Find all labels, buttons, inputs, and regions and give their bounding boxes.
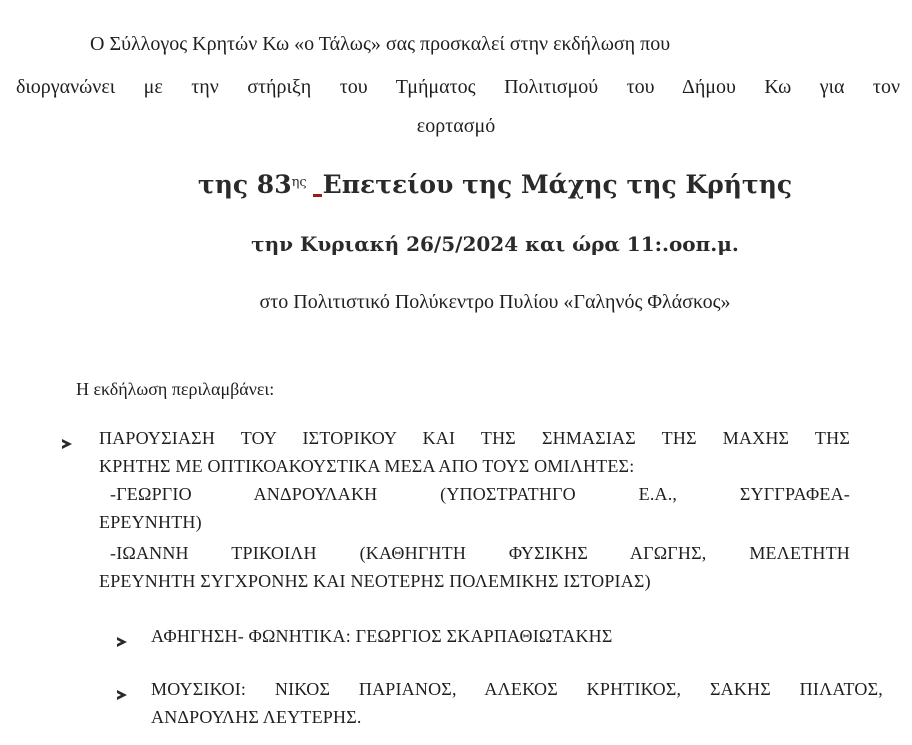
arrow-bullet-icon (62, 434, 72, 454)
event-date: την Κυριακή 26/5/2024 και ώρα 11:.οοπ.μ. (251, 232, 739, 256)
event-title-prefix: της 83 (197, 170, 292, 199)
program-item-1-line-2: ΚΡΗΤΗΣ ΜΕ ΟΠΤΙΚΟΑΚΟΥΣΤΙΚΑ ΜΕΣΑ ΑΠΟ ΤΟΥΣ ΟΜΙΛΗΤΕΣ: (99, 456, 635, 476)
program-item-1-line-6: ΕΡΕΥΝΗΤΗ ΣΥΓΧΡΟΝΗΣ ΚΑΙ ΝΕΟΤΕΡΗΣ ΠΟΛΕΜΙΚΗΣ ΙΣΤΟΡΙΑΣ) (99, 571, 651, 591)
intro-line-2: διοργανώνει με την στήριξη του Τμήματος Πολιτισμού του Δήμου Κω για τον (16, 76, 900, 98)
program-item-2-line-1: ΑΦΗΓΗΣΗ- ΦΩΝΗΤΙΚΑ: ΓΕΩΡΓΙΟΣ ΣΚΑΡΠΑΘΙΩΤΑΚΗΣ (151, 626, 613, 646)
program-item-1-line-3: -ΓΕΩΡΓΙΟ ΑΝΔΡΟΥΛΑΚΗ (ΥΠΟΣΤΡΑΤΗΓΟ Ε.Α., ΣΥΓΓΡΑΦΕΑ- (110, 484, 850, 504)
program-item-3-line-2: ΑΝΔΡΟΥΛΗΣ ΛΕΥΤΕΡΗΣ. (151, 707, 362, 727)
arrow-bullet-icon (117, 632, 127, 652)
intro-line-3: εορτασμό (416, 115, 496, 137)
event-title (0, 168, 912, 202)
program-item-1-line-4: ΕΡΕΥΝΗΤΗ) (99, 512, 202, 532)
arrow-bullet-icon (117, 685, 127, 705)
event-venue: στο Πολιτιστικό Πολύκεντρο Πυλίου «Γαληνός Φλάσκος» (259, 291, 731, 313)
program-item-1-line-1: ΠΑΡΟΥΣΙΑΣΗ ΤΟΥ ΙΣΤΟΡΙΚΟΥ ΚΑΙ ΤΗΣ ΣΗΜΑΣΙΑΣ ΤΗΣ ΜΑΧΗΣ ΤΗΣ (99, 428, 850, 448)
program-item-1-line-5: -ΙΩΑΝΝΗ ΤΡΙΚΟΙΛΗ (ΚΑΘΗΓΗΤΗ ΦΥΣΙΚΗΣ ΑΓΩΓΗΣ, ΜΕΛΕΤΗΤΗ (110, 543, 850, 563)
program-heading: Η εκδήλωση περιλαμβάνει: (76, 379, 275, 399)
red-dash-mark (313, 194, 322, 197)
intro-line-1: Ο Σύλλογος Κρητών Κω «ο Τάλως» σας προσκαλεί στην εκδήλωση που (90, 33, 671, 55)
event-title-rest: Επετείου της Μάχης της Κρήτης (322, 170, 793, 199)
program-item-3-line-1: ΜΟΥΣΙΚΟΙ: ΝΙΚΟΣ ΠΑΡΙΑΝΟΣ, ΑΛΕΚΟΣ ΚΡΗΤΙΚΟΣ, ΣΑΚΗΣ ΠΙΛΑΤΟΣ, (151, 679, 883, 699)
event-title-superscript: ης (291, 175, 307, 190)
